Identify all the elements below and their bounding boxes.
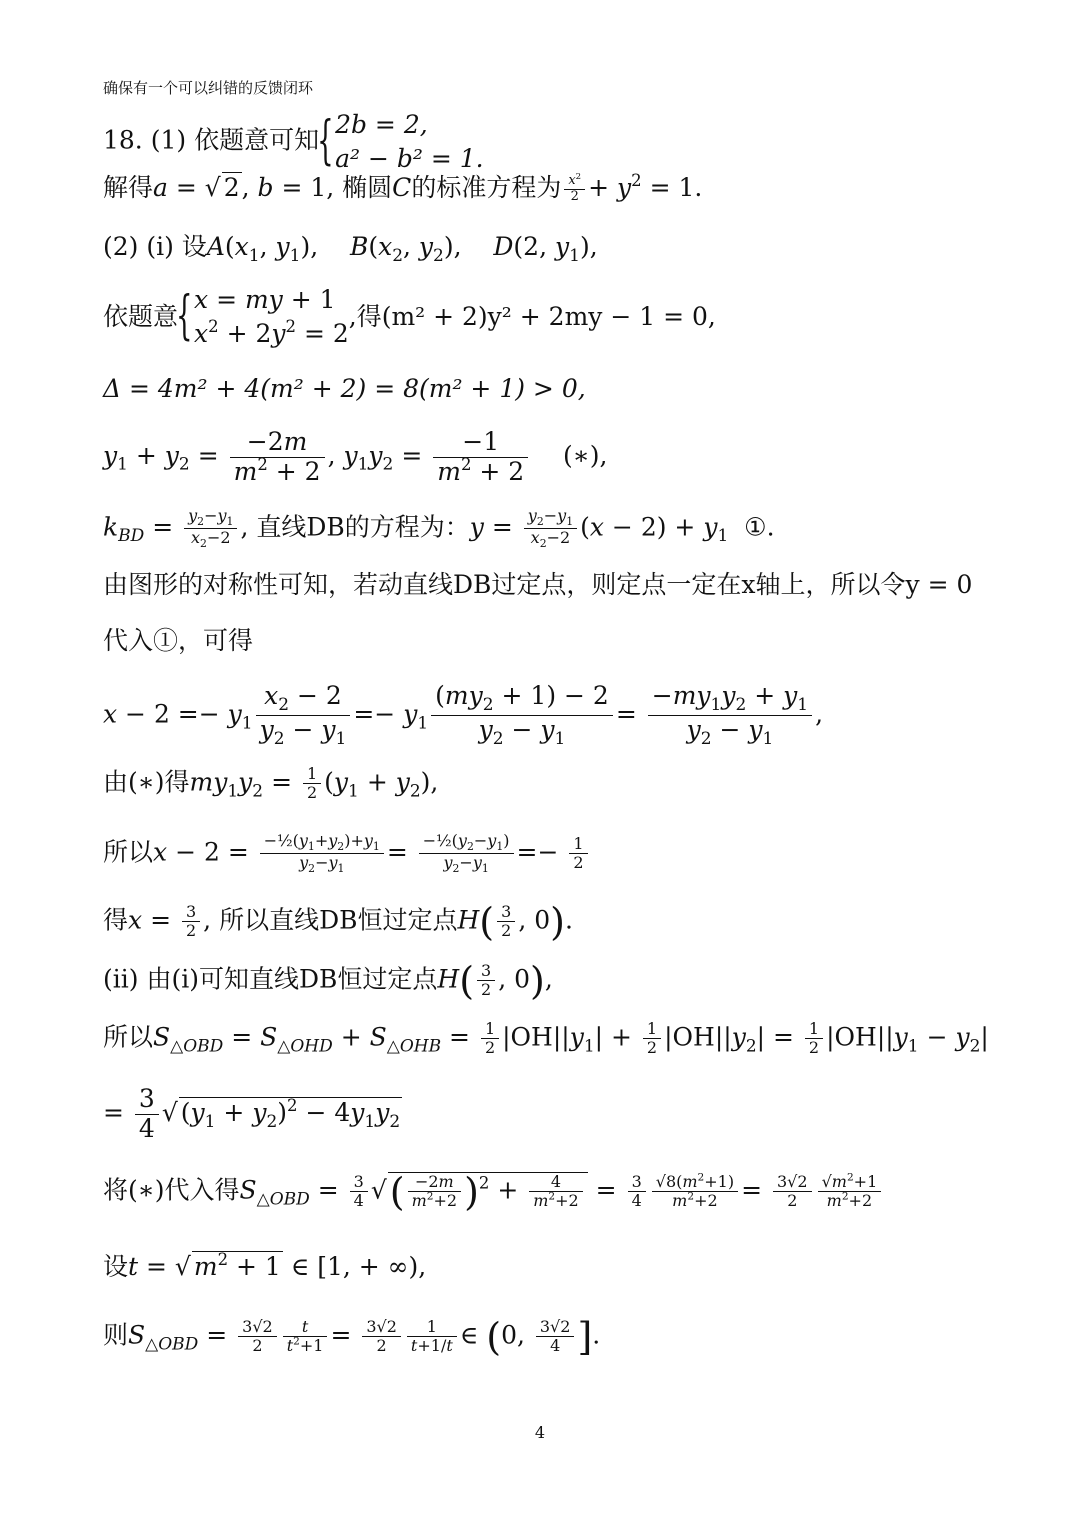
discriminant-line: Δ = 4m² + 4(m² + 2) = 8(m² + 1) > 0,	[103, 374, 586, 403]
fraction-product: $\frac{-1}{m^2 + 2}$	[433, 428, 528, 487]
area-sqrt-form: = $\frac{3}{4}$ √ $(y_1 + y_2)^2 - 4y_1y_2$	[103, 1084, 401, 1143]
equation-system-1	[319, 108, 484, 176]
product-relation: 由(∗)得$my_1y_2$ = $\frac{1}{2}$ $(y_1 + y_2)$,	[103, 764, 439, 803]
fraction-h-x-2: $\frac{3}{2}$	[477, 962, 495, 1000]
problem-18-part1	[103, 108, 484, 176]
fraction-three-quarters: $\frac{3}{4}$	[135, 1085, 159, 1144]
therefore-label-2: 所以	[103, 1022, 154, 1052]
solve-text: 解得	[103, 173, 154, 202]
fraction-4: $\frac{4}{m^2+2}$	[529, 1173, 582, 1211]
substitution-system	[103, 283, 716, 351]
fraction-f2: $\frac{t}{t^2+1}$	[283, 1318, 328, 1356]
point-definitions: (2) (i) 设$A(x_1$, $y_1$), $B(x_2$, $y_2$), D(2, $y_1$),	[103, 232, 598, 266]
fraction-f1: $\frac{3√2}{2}$	[238, 1318, 277, 1356]
fraction-h-x: $\frac{3}{2}$	[497, 903, 515, 941]
fraction-3-4: $\frac{3}{4}$	[350, 1173, 368, 1211]
fraction-neg-half: $\frac{1}{2}$	[569, 835, 587, 873]
fraction-b: $\frac{(my_2 + 1) - 2}{y_2 - y_1}$	[431, 682, 613, 750]
then-label: 则	[103, 1320, 129, 1350]
fraction-h3: $\frac{1}{2}$	[805, 1020, 823, 1058]
substitute-statement: 代入①，可得	[103, 626, 254, 655]
fraction-x2-over-2: $\frac{x^2}{2}$	[564, 174, 585, 205]
get-label: 得	[103, 905, 129, 935]
system-eq-1: { 2b = 2,	[335, 110, 428, 139]
final-range: 则$S_{\triangle OBD}$ = $\frac{3√2}{2}$ $\frac{t}{t^2+1}$ = $\frac{3√2}{2}$ $\frac{1}{t+1/t}$ ∈ (0, $\frac{3√2}{4}$ ].	[103, 1314, 601, 1359]
vieta-formulas: $y_1 + y_2$ = $\frac{-2m}{m^2 + 2}$ , $y_1y_2$ = $\frac{-1}{m^2 + 2}$ (∗),	[103, 427, 608, 486]
fraction-e: $\frac{-\frac{1}{2}(y_2-y_1)}{y_2-y_1}$	[419, 832, 514, 876]
from-star-label: 由(∗)得	[103, 767, 190, 797]
fraction-f5: $\frac{3√2}{4}$	[536, 1318, 575, 1356]
simplification-line: 所以x − 2 = $\frac{-\frac{1}{2}(y_1+y_2)+y_1}{y_2-y_1}$ = $\frac{-\frac{1}{2}(y_2-y_1)}{y_2-y_1}$ =− $\frac{1}{2}$	[103, 832, 591, 876]
fraction-three-halves: $\frac{3}{2}$	[182, 903, 200, 941]
fraction-slope-2: $\frac{y_2-y_1}{x_2-2}$	[524, 507, 577, 551]
fraction-sqrtm: $\frac{√m^2+1}{m^2+2}$	[818, 1173, 882, 1211]
fraction-a: $\frac{x_2 - 2}{y_2 - y_1}$	[256, 682, 351, 750]
area-decomposition: 所以$S_{\triangle OBD} = S_{\triangle OHD} + S_{\triangle OHB}$ = $\frac{1}{2}$ $|OH||y_1|$ + $\frac{1}{2}$ $|OH||y_2|$ = $\frac{1}{2}$ $|OH||y_1 - y_2|$	[103, 1019, 989, 1058]
part-ii-text: (ii) 由(i)可知直线DB恒过定点	[103, 964, 438, 994]
fraction-half: $\frac{1}{2}$	[303, 765, 321, 803]
part-ii-start: (ii) 由(i)可知直线DB恒过定点H( $\frac{3}{2}$ , 0),	[103, 958, 553, 1003]
let-label: 设	[103, 1252, 129, 1281]
fraction-h1: $\frac{1}{2}$	[481, 1020, 499, 1058]
fraction-neg2m: $\frac{-2m}{m^2+2}$	[408, 1173, 461, 1211]
therefore-label: 所以	[103, 837, 154, 867]
fixed-point-text: 所以直线DB恒过定点	[219, 905, 458, 935]
fraction-sum: $\frac{-2m}{m^2 + 2}$	[230, 428, 325, 487]
x-minus-2-derivation: $x - 2 =- y_1$ $\frac{x_2 - 2}{y_2 - y_1}$ =− $y_1$ $\frac{(my_2 + 1) - 2}{y_2 - y_1}$ = $\frac{-my_1y_2 + y_1}{y_2 - y_1}$ ,	[103, 681, 824, 750]
fraction-f4: $\frac{1}{t+1/t}$	[407, 1318, 457, 1356]
fraction-d: $\frac{-\frac{1}{2}(y_1+y_2)+y_1}{y_2-y_1}$	[260, 832, 384, 876]
fraction-c: $\frac{-my_1y_2 + y_1}{y_2 - y_1}$	[648, 682, 812, 750]
fraction-sqrt8: $\frac{√8(m^2+1)}{m^2+2}$	[652, 1173, 738, 1211]
fraction-3sqrt2: $\frac{3√2}{2}$	[773, 1173, 812, 1211]
line-equation-label: 直线DB的方程为：	[256, 512, 470, 542]
part1-label: 18. (1) 依题意可知	[103, 125, 320, 155]
solution-line: 解得a = √ 2, b = 1, 椭圆C的标准方程为 $\frac{x^2}{2}$ + $y^2 = 1$.	[103, 171, 703, 204]
slope-line: $k_{BD}$ = $\frac{y_2-y_1}{x_2-2}$ , 直线DB的方程为：y = $\frac{y_2-y_1}{x_2-2}$ $(x - 2) + y_1$ ①.	[103, 506, 775, 551]
fixed-point-result: 得x = $\frac{3}{2}$ , 所以直线DB恒过定点H( $\frac{3}{2}$ , 0).	[103, 899, 573, 944]
fraction-f3: $\frac{3√2}{2}$	[362, 1318, 401, 1356]
fraction-h2: $\frac{1}{2}$	[643, 1020, 661, 1058]
system-eq-2: a² − b² = 1.	[335, 144, 484, 173]
system-label: 依题意	[103, 302, 179, 331]
page-header: 确保有一个可以纠错的反馈闭环	[103, 79, 314, 97]
substitution-t: 设t = √ $m^2 + 1$ ∈ [1, + ∞),	[103, 1250, 427, 1281]
page-number: 4	[534, 1423, 546, 1442]
part2-label: (2) (i) 设	[103, 232, 207, 261]
symmetry-statement: 由图形的对称性可知，若动直线DB过定点，则定点一定在x轴上，所以令y = 0	[103, 570, 973, 599]
substitute-label: 将(∗)代入得	[103, 1175, 240, 1205]
quadratic-result: ,得(m² + 2)y² + 2my − 1 = 0,	[348, 302, 716, 331]
fraction-3-4b: $\frac{3}{4}$	[628, 1173, 646, 1211]
equation-system-2: { x = my + 1 $x^2 + 2y^2 = 2$	[178, 283, 349, 351]
area-substitution: 将(∗)代入得$S_{\triangle OBD}$ = $\frac{3}{4}$ √( $\frac{-2m}{m^2+2}$ )$^2$ + $\frac{4}{m^2+2}$ = $\frac{3}{4}$ $\frac{√8(m^2+1)}{m^2+2}$ = $\frac{3√2}{2}$ $\frac{√m^2+1}{m^2+2}$	[103, 1172, 884, 1214]
fraction-slope: $\frac{y_2-y_1}{x_2-2}$	[184, 507, 237, 551]
